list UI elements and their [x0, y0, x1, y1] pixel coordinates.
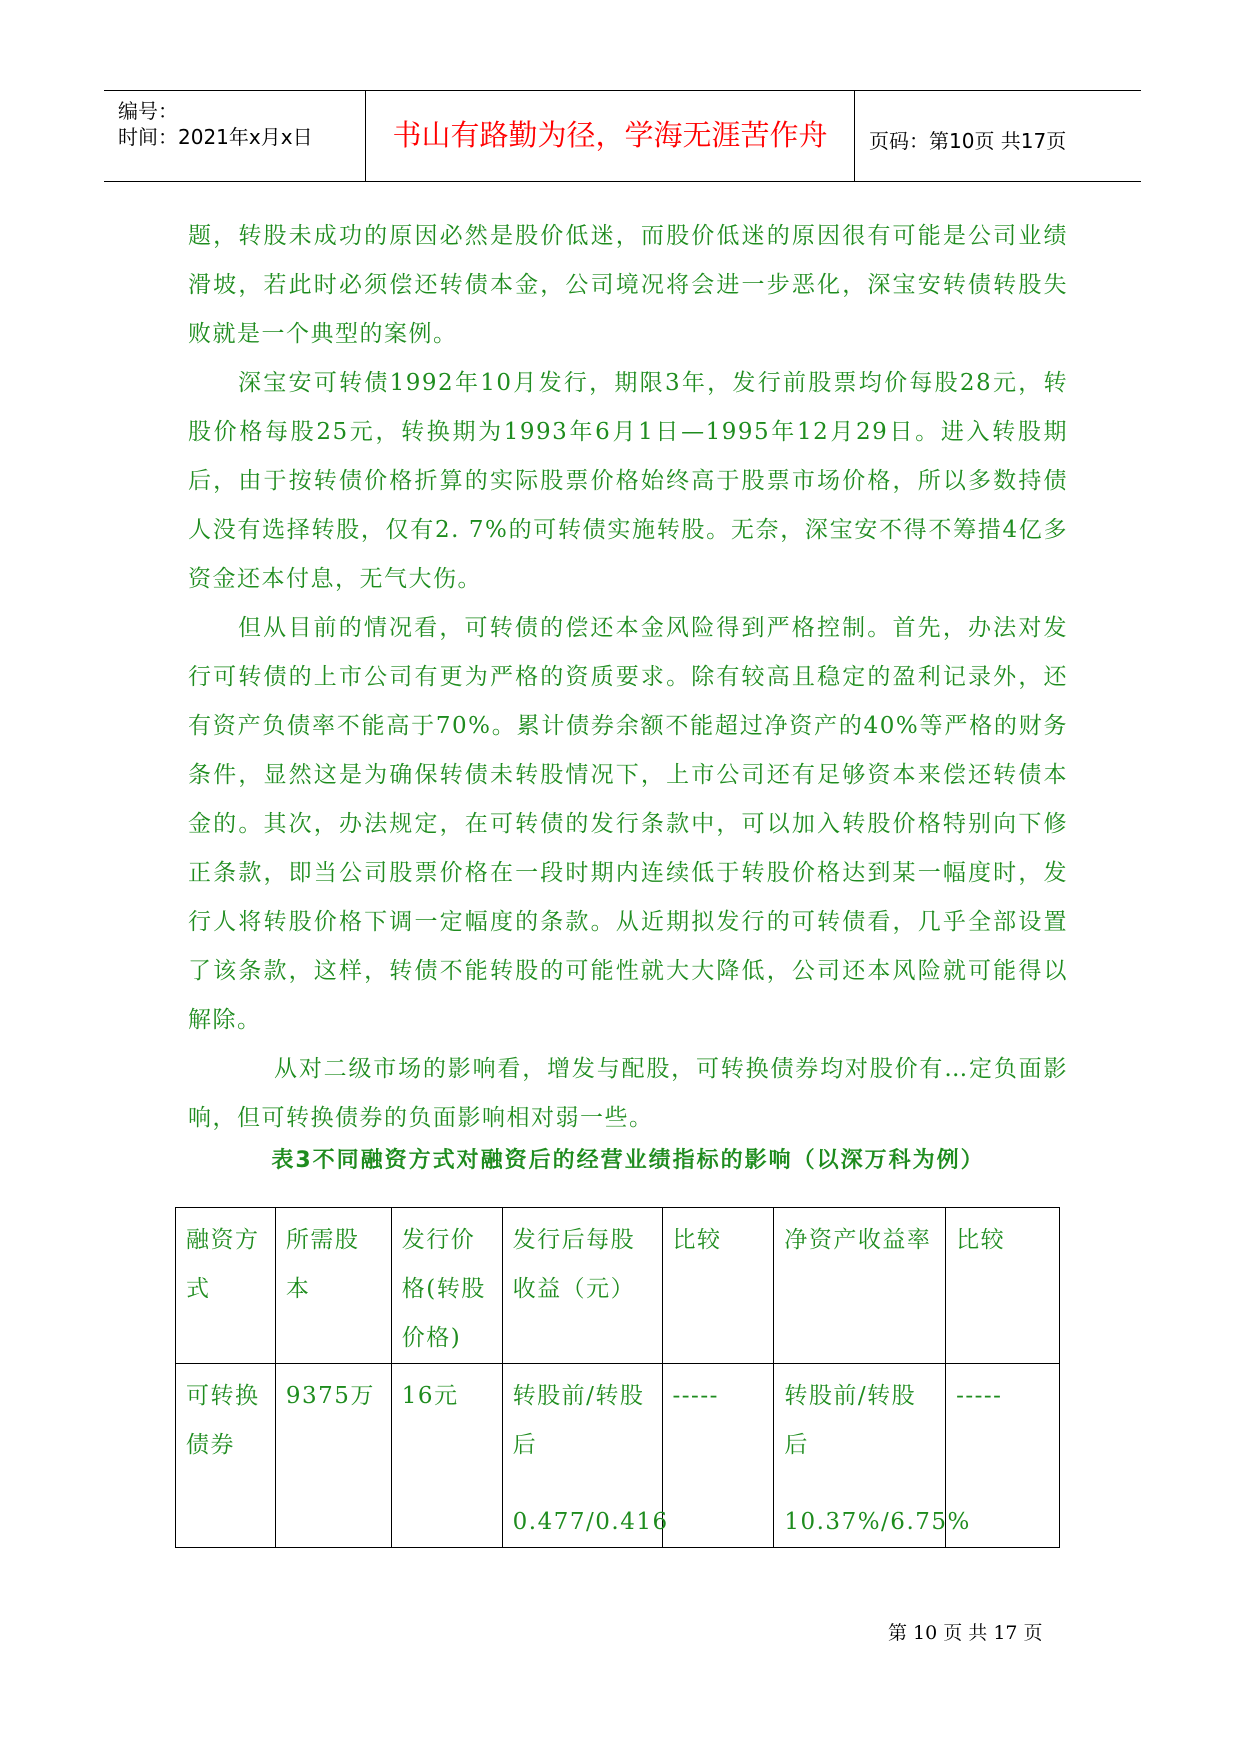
header-motto: 书山有路勤为径，学海无涯苦作舟	[366, 91, 855, 181]
table-cell-method: 可转换债券	[176, 1364, 276, 1548]
paragraph: 题，转股未成功的原因必然是股价低迷，而股价低迷的原因很有可能是公司业绩滑坡，若此时必须偿还转债本金，公司境况将会进一步恶化，深宝安转债转股失败就是一个典型的案例。	[188, 223, 1068, 347]
paragraph: 但从目前的情况看，可转债的偿还本金风险得到严格控制。首先，办法对发行可转债的上市公司有更为严格的资质要求。除有较高且稳定的盈利记录外，还有资产负债率不能高于70%。累计债券余额不能超过净资产的40%等严格的财务条件，显然这是为确保转债未转股情况下，上市公司还有足够资本来偿还转债本金的。其次，办法规定，在可转债的发行条款中，可以加入转股价格特别向下修正条款，即当公司股票价格在一段时期内连续低于转股价格达到某一幅度时，发行人将转股价格下调一定幅度的条款。从近期拟发行的可转债看，几乎全部设置了该条款，这样，转债不能转股的可能性就大大降低，公司还本风险就可能得以解除。	[188, 615, 1068, 1033]
header-left-cell	[104, 91, 366, 181]
table-header-cell: 发行后每股收益（元）	[502, 1208, 662, 1364]
paragraph: 深宝安可转债1992年10月发行，期限3年，发行前股票均价每股28元，转股价格每股25元，转换期为1993年6月1日—1995年12月29日。进入转股期后，由于按转债价格折算的实际股票价格始终高于股票市场价格，所以多数持债人没有选择转股，仅有2. 7%的可转债实施转股。无奈，深宝安不得不筹措4亿多资金还本付息，无气大伤。	[188, 370, 1068, 592]
table-header-cell: 发行价格(转股价格)	[391, 1208, 502, 1364]
roe-value: 10.37%/6.75%	[784, 1509, 971, 1535]
financing-comparison-table	[175, 1207, 1060, 1548]
paragraph: 从对二级市场的影响看，增发与配股，可转换债券均对股价有…定负面影响，但可转换债券的负面影响相对弱一些。	[188, 1056, 1068, 1131]
table-cell-compare: -----	[946, 1364, 1060, 1548]
header-right-cell	[855, 91, 1141, 181]
roe-label: 转股前/转股后	[784, 1383, 917, 1458]
table-row	[176, 1364, 1060, 1548]
header-page-label: 页码：第10页 共17页	[869, 129, 1067, 153]
table-cell-compare: -----	[662, 1364, 774, 1548]
eps-value: 0.477/0.416	[512, 1509, 669, 1535]
table-header-cell: 净资产收益率	[774, 1208, 946, 1364]
table-cell-roe	[774, 1364, 971, 1548]
table-cell-shares: 9375万	[275, 1364, 391, 1548]
eps-label: 转股前/转股后	[512, 1383, 645, 1458]
table-header-cell: 比较	[946, 1208, 1060, 1364]
page-footer: 第 10 页 共 17 页	[888, 1622, 1043, 1644]
table-title: 表3不同融资方式对融资后的经营业绩指标的影响（以深万科为例）	[271, 1148, 985, 1173]
table-cell-eps	[502, 1364, 669, 1548]
document-number-label: 编号：	[118, 99, 178, 123]
body-text	[188, 212, 1068, 1143]
table-header-row	[176, 1208, 1060, 1364]
table-cell-price: 16元	[391, 1364, 502, 1548]
document-time-label: 时间：2021年x月x日	[118, 125, 313, 149]
page-header	[104, 90, 1141, 182]
table-header-cell: 比较	[662, 1208, 774, 1364]
table-header-cell: 融资方式	[176, 1208, 276, 1364]
table-header-cell: 所需股本	[275, 1208, 391, 1364]
